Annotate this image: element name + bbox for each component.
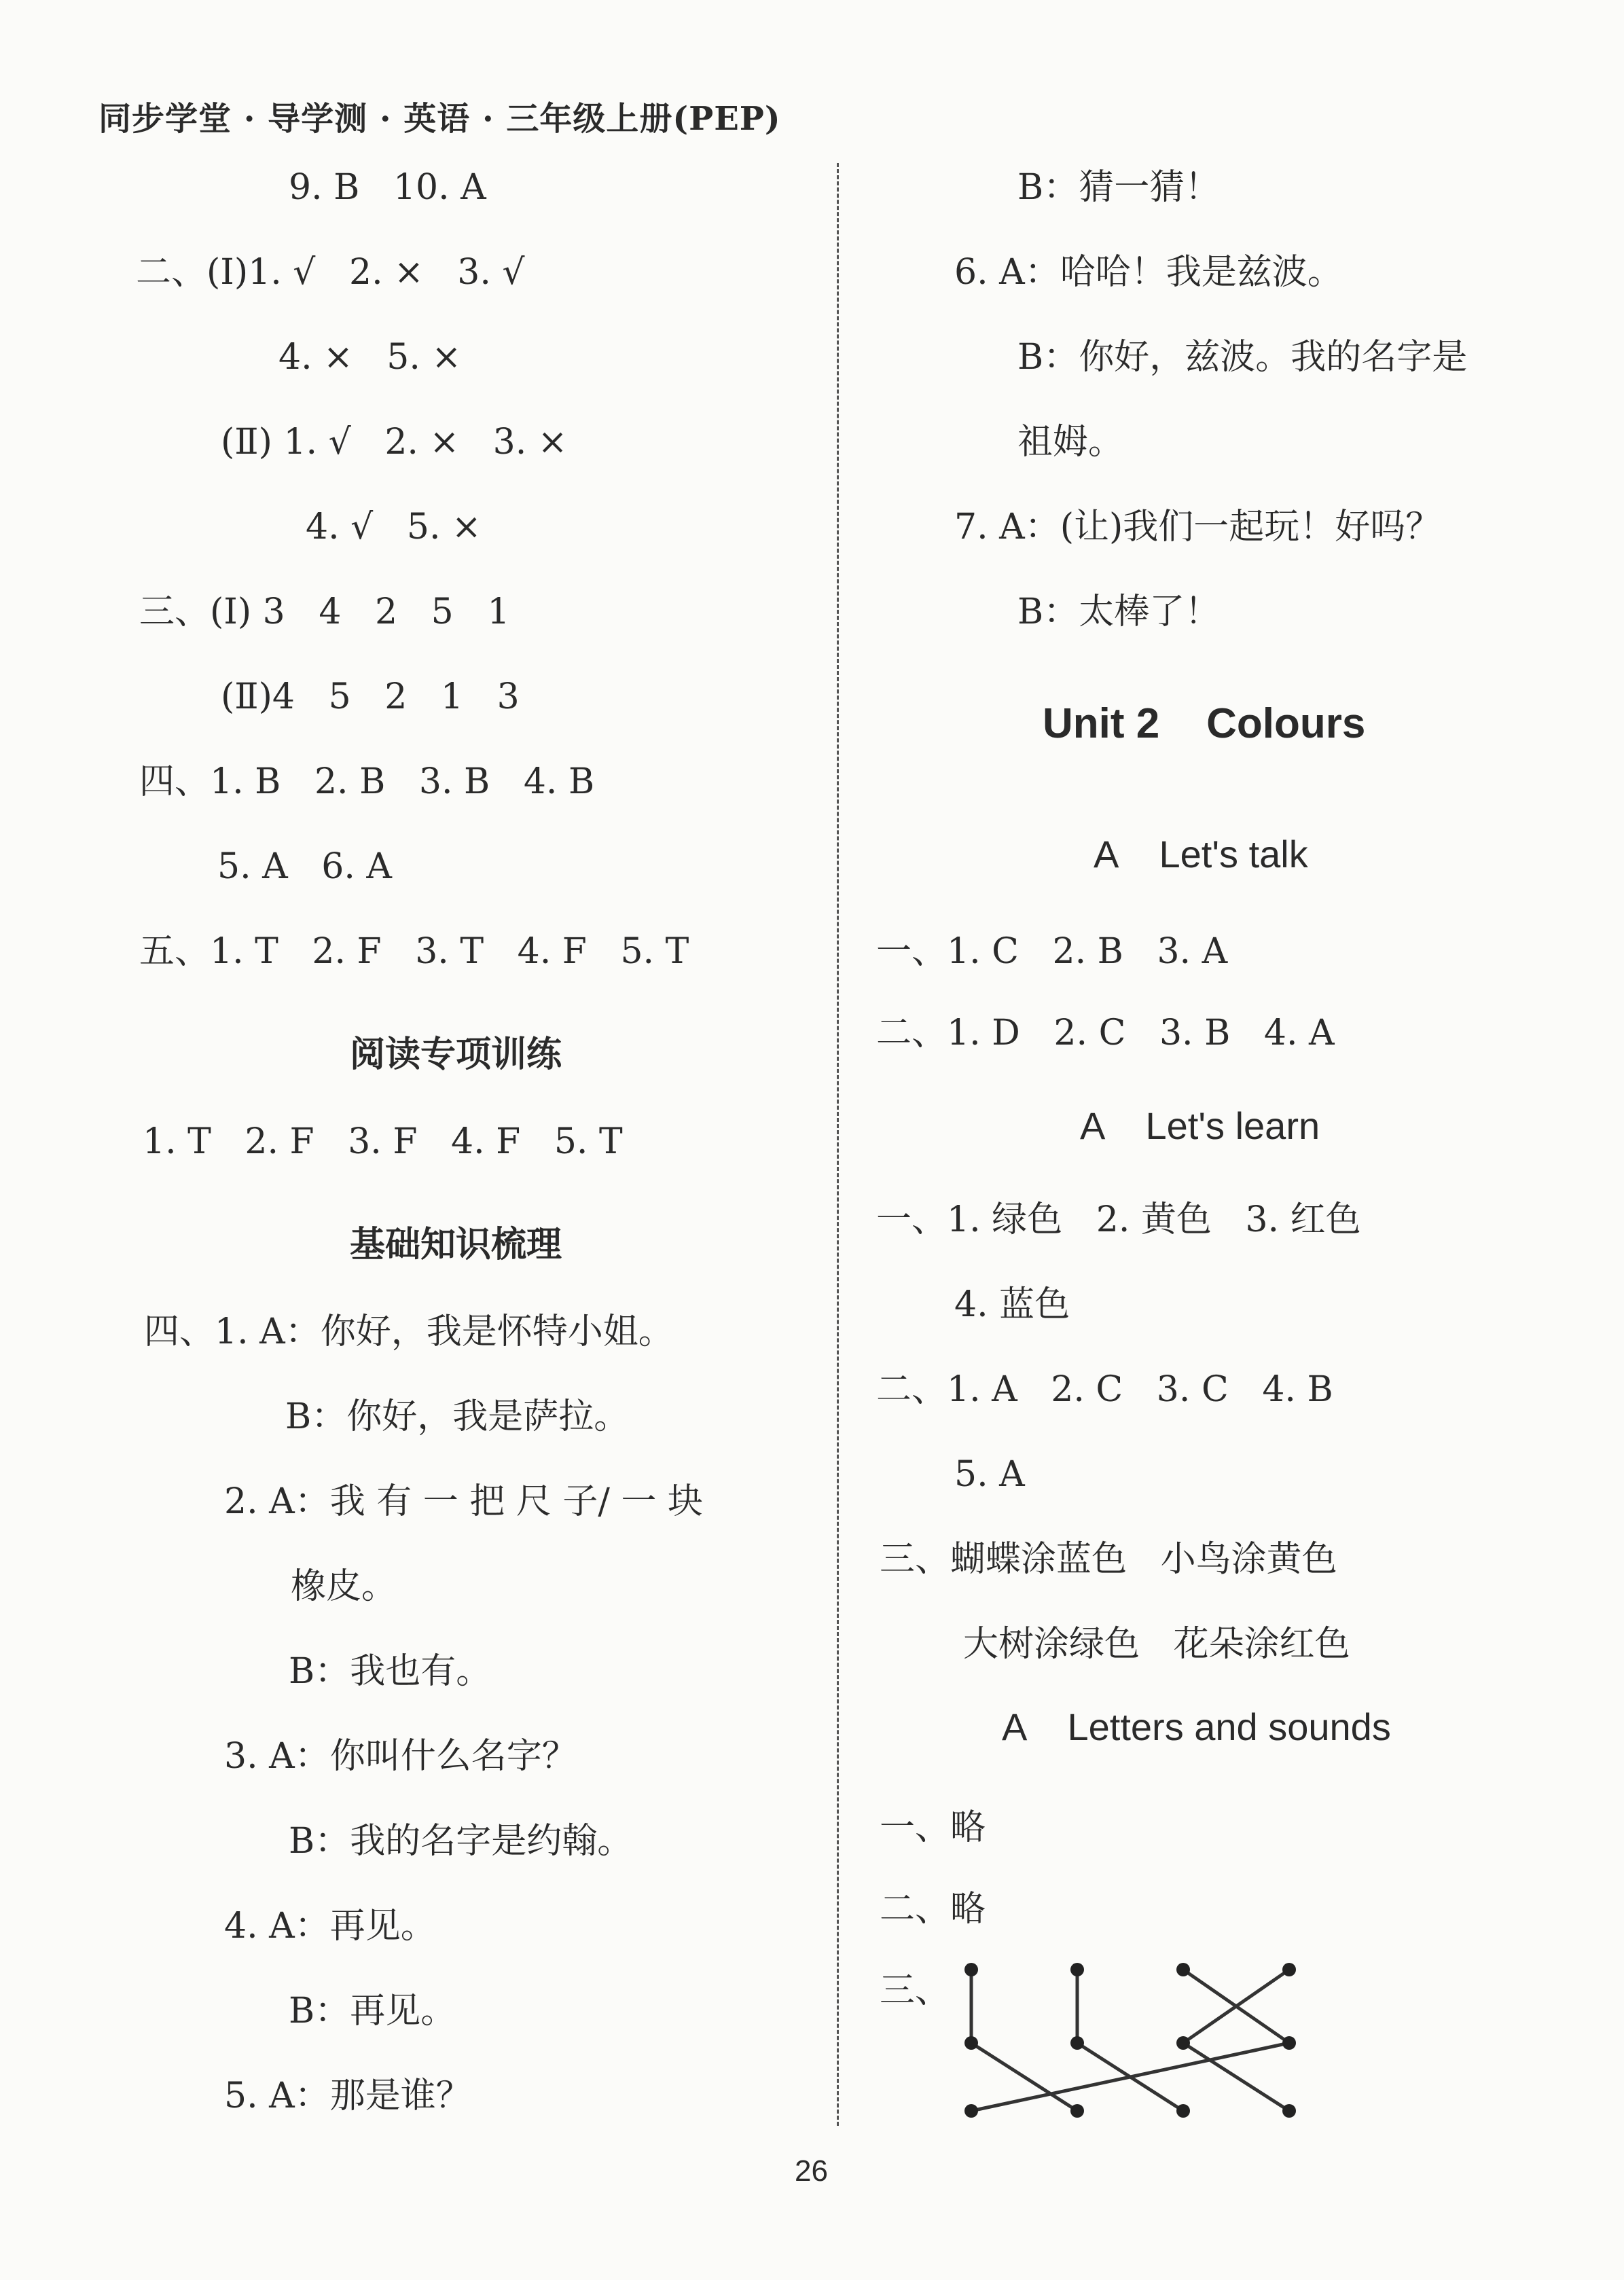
dialog-line: B：我的名字是约翰。 — [289, 1821, 633, 1862]
dialog-line: 橡皮。 — [291, 1566, 397, 1607]
answer-line: 4. √ 5. × — [306, 507, 482, 547]
section-title-reading: 阅读专项训练 — [350, 1034, 562, 1075]
dialog-line: B：猜一猜！ — [1017, 167, 1221, 208]
answer-line: 二、略 — [880, 1889, 986, 1930]
answer-line: 4. × 5. × — [278, 337, 462, 378]
answer-line: 一、略 — [880, 1807, 986, 1848]
answer-line: 四、1. B 2. B 3. B 4. B — [139, 761, 595, 802]
dialog-line: B：你好，我是萨拉。 — [285, 1396, 630, 1437]
dialog-line: B：太棒了！ — [1017, 592, 1221, 632]
dialog-line: 4. A：再见。 — [224, 1906, 436, 1947]
answer-line: 三、(Ⅰ) 3 4 2 5 1 — [139, 592, 510, 632]
answer-line: 9. B 10. A — [289, 167, 486, 208]
matching-lines-diagram — [937, 1949, 1318, 2126]
dialog-line: B：再见。 — [289, 1991, 456, 2031]
answer-line: (Ⅱ) 1. √ 2. × 3. × — [221, 422, 568, 463]
answer-line: 4. 蓝色 — [954, 1284, 1070, 1325]
page-number: 26 — [795, 2154, 828, 2188]
section-title-learn: A Let's learn — [1080, 1104, 1320, 1147]
section-title-letters: A Letters and sounds — [1002, 1705, 1391, 1748]
section-title-talk: A Let's talk — [1094, 833, 1308, 875]
answer-line: 1. T 2. F 3. F 4. F 5. T — [143, 1121, 623, 1162]
dialog-line: 3. A：你叫什么名字？ — [224, 1736, 577, 1777]
dialog-line: 7. A：(让)我们一起玩！好吗？ — [954, 507, 1441, 547]
column-divider — [837, 163, 839, 2126]
dialog-line: 2. A：我 有 一 把 尺 子/ 一 块 — [224, 1481, 703, 1522]
answer-line: 5. A — [954, 1454, 1025, 1495]
dialog-line: B：我也有。 — [289, 1651, 492, 1692]
answer-line: 5. A 6. A — [217, 846, 392, 887]
answer-line: 五、1. T 2. F 3. T 4. F 5. T — [139, 931, 689, 972]
answer-line: 二、(Ⅰ)1. √ 2. × 3. √ — [136, 252, 525, 293]
dialog-line: 6. A：哈哈！我是兹波。 — [954, 252, 1343, 293]
answer-line: 二、1. D 2. C 3. B 4. A — [876, 1013, 1335, 1053]
page-header: 同步学堂 · 导学测 · 英语 · 三年级上册(PEP) — [98, 100, 781, 138]
answer-line: 三、 — [880, 1970, 951, 2011]
answer-line: 二、1. A 2. C 3. C 4. B — [876, 1369, 1333, 1410]
section-title-basics: 基础知识梳理 — [350, 1224, 562, 1265]
unit-title: Unit 2 Colours — [1043, 700, 1366, 747]
dialog-line: 祖姆。 — [1017, 422, 1124, 463]
dialog-line: 四、1. A：你好，我是怀特小姐。 — [144, 1311, 674, 1352]
dialog-line: 5. A：那是谁？ — [224, 2076, 471, 2116]
dialog-line: B：你好，兹波。我的名字是 — [1017, 337, 1468, 378]
answer-line: (Ⅱ)4 5 2 1 3 — [221, 676, 520, 717]
answer-line: 大树涂绿色 花朵涂红色 — [963, 1624, 1350, 1665]
answer-line: 一、1. 绿色 2. 黄色 3. 红色 — [876, 1199, 1361, 1240]
answer-line: 一、1. C 2. B 3. A — [876, 931, 1228, 972]
answer-line: 三、蝴蝶涂蓝色 小鸟涂黄色 — [880, 1539, 1337, 1580]
